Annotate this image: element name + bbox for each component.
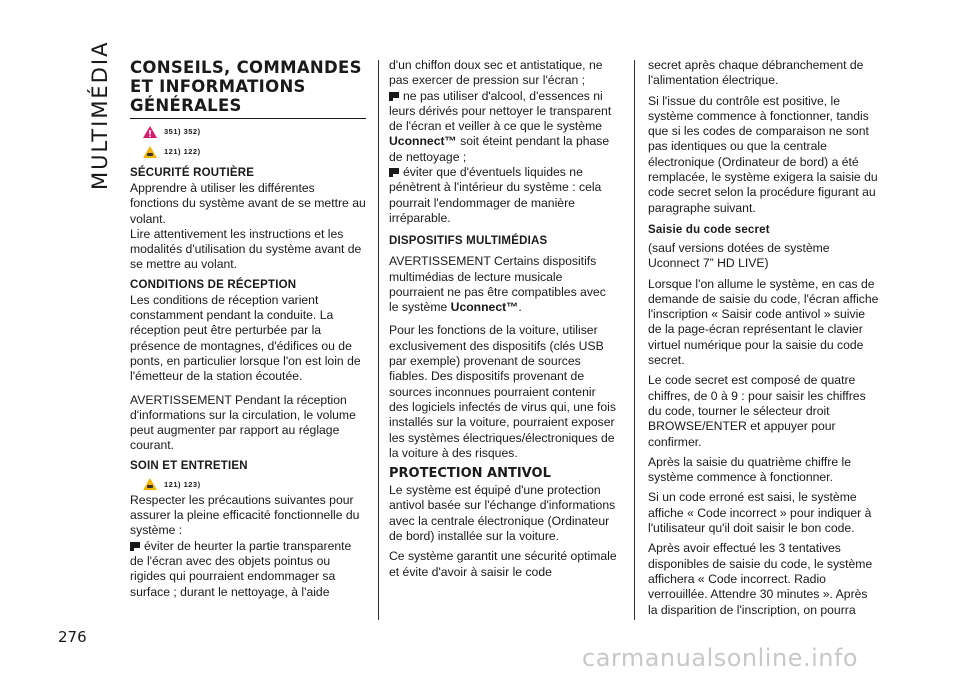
bullet-marker-icon xyxy=(130,542,140,551)
warning-ref-numbers: 351) 352) xyxy=(164,126,201,136)
main-title xyxy=(130,58,366,119)
main-title-line-1: CONSEILS, COMMANDES xyxy=(130,58,362,77)
paragraph: Respecter les précautions suivantes pour assurer la pleine efficacité fonctionnelle du système : xyxy=(130,492,360,538)
bullet-item xyxy=(389,165,617,226)
paragraph: d'un chiffon doux sec et antistatique, ne pas exercer de pression sur l'écran ; xyxy=(389,58,603,88)
paragraph: Lorsque l'on allume le système, en cas de demande de saisie du code, l'écran affiche l'inscription « Saisir code antivol » suivie de la page-écran représentant le clavier virtuel numérique pour la saisie du code secret. xyxy=(648,276,879,368)
bullet-text: éviter que d'éventuels liquides ne pénètrent à l'intérieur du système : cela pourrait l'endommager de manière irréparable. xyxy=(389,165,602,225)
column-2 xyxy=(389,58,617,585)
paragraph: Si l'issue du contrôle est positive, le système commence à fonctionner, tandis que si les codes de comparaison ne sont pas identiques ou que la centrale électronique (Ordinateur de bord) a été remplacée, le système exigera la saisie du code secret selon la procédure figurant au paragraphe suivant. xyxy=(648,93,878,215)
section-side-title: MULTIMÉDIA xyxy=(88,40,112,190)
paragraph: Après la saisie du quatrième chiffre le système commence à fonctionner. xyxy=(648,454,852,485)
paragraph-text-end: . xyxy=(518,300,522,315)
heading-dispositifs-multimedias: DISPOSITIFS MULTIMÉDIAS xyxy=(389,235,548,248)
main-title-line-2: ET INFORMATIONS xyxy=(130,77,306,96)
heading-conditions-reception: CONDITIONS DE RÉCEPTION xyxy=(130,278,297,291)
page-number: 276 xyxy=(58,628,87,646)
heading-soin-entretien: SOIN ET ENTRETIEN xyxy=(130,459,248,472)
paragraph: Si un code erroné est saisi, le système affiche « Code incorrect » pour indiquer à l'utilisateur qu'il doit saisir le bon code. xyxy=(648,490,872,536)
paragraph: Après avoir effectué les 3 tentatives disponibles de saisie du code, le système affichera « Code incorrect. Radio verrouillée. Attendre 30 minutes ». Après la disparition de l'inscription, on pourra xyxy=(648,541,873,617)
paragraph: Le système est équipé d'une protection antivol basée sur l'échange d'informations avec la centrale électronique (Ordinateur de bord) installée sur la voiture. xyxy=(389,483,616,544)
column-1 xyxy=(130,58,366,605)
caution-ref-numbers: 121) 122) xyxy=(164,146,201,156)
paragraph xyxy=(389,254,617,315)
bullet-item xyxy=(389,89,617,165)
paragraph: AVERTISSEMENT Pendant la réception d'informations sur la circulation, le volume peut augmenter par rapport au réglage courant. xyxy=(130,392,356,453)
column-3 xyxy=(648,58,880,623)
brand-name: Uconnect™ xyxy=(389,134,457,149)
bullet-text-end: soit éteint pendant la phase de nettoyage ; xyxy=(389,134,610,164)
caution-car-icon xyxy=(142,145,158,159)
paragraph: Apprendre à utiliser les différentes fonctions du système avant de se mettre au volant. xyxy=(130,181,366,226)
heading-protection-antivol: PROTECTION ANTIVOL xyxy=(389,466,551,482)
warning-reference xyxy=(142,123,366,140)
bullet-marker-icon xyxy=(389,92,399,101)
bullet-text: ne pas utiliser d'alcool, d'essences ni leurs dérivés pour nettoyer le transparent de l'écran et veiller à ce que le système xyxy=(389,88,612,134)
watermark-text: carmanualsonline.info xyxy=(582,644,859,672)
column-divider xyxy=(378,60,379,620)
caution-ref-numbers: 121) 123) xyxy=(164,479,201,489)
heading-saisie-code-secret: Saisie du code secret xyxy=(648,223,770,236)
bullet-item xyxy=(130,539,366,600)
paragraph: (sauf versions dotées de système Uconnect 7” HD LIVE) xyxy=(648,240,830,271)
paragraph: Lire attentivement les instructions et les modalités d'utilisation du système avant de se mettre au volant. xyxy=(130,226,362,272)
caution-car-icon xyxy=(142,477,158,491)
caution-reference xyxy=(142,143,366,160)
column-divider xyxy=(634,60,635,620)
caution-reference xyxy=(142,476,366,493)
bullet-text: éviter de heurter la partie transparente de l'écran avec des objets pointus ou rigides qui pourraient endommager sa surface ; durant le nettoyage, à l'aide xyxy=(130,538,352,599)
paragraph: secret après chaque débranchement de l'alimentation électrique. xyxy=(648,58,864,88)
paragraph: Ce système garantit une sécurité optimale et évite d'avoir à saisir le code xyxy=(389,549,617,579)
paragraph-text: AVERTISSEMENT Certains dispositifs multimédias de lecture musicale pourraient ne pas être compatibles avec le système xyxy=(389,254,606,315)
heading-securite-routiere: SÉCURITÉ ROUTIÈRE xyxy=(130,167,255,179)
bullet-marker-icon xyxy=(389,168,399,177)
paragraph: Pour les fonctions de la voiture, utiliser exclusivement des dispositifs (clés USB par exemple) provenant de sources fiables. Des dispositifs provenant de sources inconnues pourraient contenir des logiciels infectés de virus qui, une fois installés sur la voiture, pourraient exposer les systèmes électriques/électroniques de la voiture à des risques. xyxy=(389,323,616,460)
paragraph: Les conditions de réception varient constamment pendant la conduite. La réception peut être perturbée par la présence de montagnes, d'édifices ou de ponts, en particulier lorsque l'on est loin de l'émetteur de la station écoutée. xyxy=(130,292,361,384)
brand-name: Uconnect™ xyxy=(450,300,519,315)
main-title-line-3: GÉNÉRALES xyxy=(130,96,242,115)
danger-warning-icon xyxy=(142,125,158,139)
paragraph: Le code secret est composé de quatre chiffres, de 0 à 9 : pour saisir les chiffres du code, tourner le sélecteur droit BROWSE/ENTER et appuyer pour confirmer. xyxy=(648,373,866,449)
